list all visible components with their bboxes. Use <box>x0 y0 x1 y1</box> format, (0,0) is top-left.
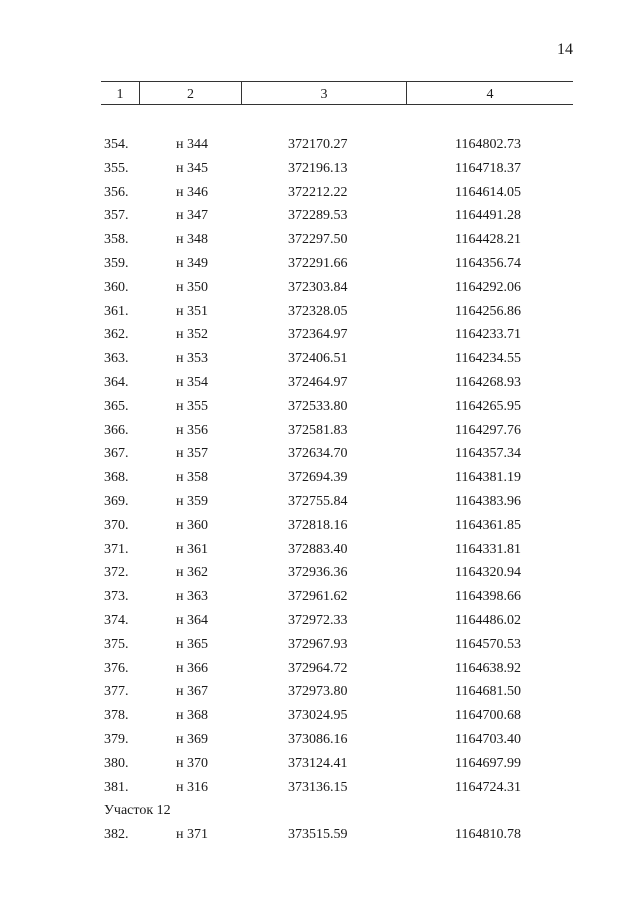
table-row <box>0 776 639 800</box>
coord-x: 373124.41 <box>288 755 348 771</box>
table-row <box>0 561 639 585</box>
coord-y: 1164718.37 <box>455 160 521 176</box>
row-number: 376. <box>104 660 129 676</box>
point-id: н 363 <box>176 589 208 605</box>
table-row <box>0 442 639 466</box>
coord-y: 1164810.78 <box>455 827 521 843</box>
coord-y: 1164398.66 <box>455 589 521 605</box>
coord-x: 372533.80 <box>288 398 348 414</box>
coord-y: 1164320.94 <box>455 565 521 581</box>
coord-x: 372973.80 <box>288 684 348 700</box>
point-id: н 371 <box>176 827 208 843</box>
coord-x: 372328.05 <box>288 303 348 319</box>
point-id: н 370 <box>176 755 208 771</box>
point-id: н 366 <box>176 660 208 676</box>
table-row <box>0 323 639 347</box>
section-heading <box>0 799 639 823</box>
coord-x: 372289.53 <box>288 208 348 224</box>
section-label: Участок 12 <box>104 803 171 819</box>
point-id: н 365 <box>176 636 208 652</box>
coord-y: 1164268.93 <box>455 374 521 390</box>
coord-x: 372634.70 <box>288 446 348 462</box>
point-id: н 362 <box>176 565 208 581</box>
table-row <box>0 371 639 395</box>
coord-x: 372755.84 <box>288 493 348 509</box>
row-number: 368. <box>104 470 129 486</box>
point-id: н 361 <box>176 541 208 557</box>
row-number: 360. <box>104 279 129 295</box>
row-number: 374. <box>104 612 129 628</box>
row-number: 378. <box>104 708 129 724</box>
coord-y: 1164233.71 <box>455 327 521 343</box>
row-number: 355. <box>104 160 129 176</box>
coord-y: 1164724.31 <box>455 779 521 795</box>
coord-x: 372936.36 <box>288 565 348 581</box>
table-row <box>0 752 639 776</box>
row-number: 361. <box>104 303 129 319</box>
row-number: 367. <box>104 446 129 462</box>
page-number: 14 <box>557 41 573 58</box>
coord-x: 372297.50 <box>288 232 348 248</box>
table-row <box>0 133 639 157</box>
point-id: н 344 <box>176 137 208 152</box>
row-number: 379. <box>104 731 129 747</box>
table-row <box>0 585 639 609</box>
coord-x: 372972.33 <box>288 612 348 628</box>
table-row <box>0 300 639 324</box>
point-id: н 358 <box>176 470 208 486</box>
table-row <box>0 609 639 633</box>
table-row <box>0 228 639 252</box>
table-row <box>0 181 639 205</box>
point-id: н 345 <box>176 160 208 176</box>
coord-y: 1164614.05 <box>455 184 521 200</box>
table-row <box>0 728 639 752</box>
row-number: 366. <box>104 422 129 438</box>
row-number: 357. <box>104 208 129 224</box>
table-row <box>0 490 639 514</box>
point-id: н 364 <box>176 612 208 628</box>
coord-x: 372883.40 <box>288 541 348 557</box>
coord-x: 373024.95 <box>288 708 348 724</box>
table-row <box>0 157 639 181</box>
row-number: 372. <box>104 565 129 581</box>
coord-x: 372406.51 <box>288 351 348 367</box>
coord-x: 373086.16 <box>288 731 348 747</box>
coord-y: 1164491.28 <box>455 208 521 224</box>
table-row <box>0 276 639 300</box>
coord-x: 373136.15 <box>288 779 348 795</box>
row-number: 362. <box>104 327 129 343</box>
row-number: 377. <box>104 684 129 700</box>
point-id: н 355 <box>176 398 208 414</box>
table-row <box>0 466 639 490</box>
coord-x: 372694.39 <box>288 470 348 486</box>
coord-x: 372212.22 <box>288 184 348 200</box>
column-header-2: 2 <box>139 82 241 104</box>
row-number: 370. <box>104 517 129 533</box>
point-id: н 349 <box>176 255 208 271</box>
coord-y: 1164703.40 <box>455 731 521 747</box>
table-row <box>0 657 639 681</box>
row-number: 375. <box>104 636 129 652</box>
coord-x: 372818.16 <box>288 517 348 533</box>
coord-y: 1164570.53 <box>455 636 521 652</box>
table-row <box>0 204 639 228</box>
point-id: н 352 <box>176 327 208 343</box>
table-header <box>101 81 573 105</box>
point-id: н 357 <box>176 446 208 462</box>
coord-x: 372961.62 <box>288 589 348 605</box>
coordinates-table-body <box>0 133 639 847</box>
point-id: н 346 <box>176 184 208 200</box>
point-id: н 347 <box>176 208 208 224</box>
row-number: 365. <box>104 398 129 414</box>
table-row <box>0 538 639 562</box>
coord-y: 1164802.73 <box>455 137 521 152</box>
coord-x: 372364.97 <box>288 327 348 343</box>
coord-y: 1164428.21 <box>455 232 521 248</box>
coord-x: 373515.59 <box>288 827 348 843</box>
point-id: н 348 <box>176 232 208 248</box>
coord-x: 372964.72 <box>288 660 348 676</box>
coord-x: 372303.84 <box>288 279 348 295</box>
coord-x: 372170.27 <box>288 137 348 152</box>
row-number: 358. <box>104 232 129 248</box>
row-number: 356. <box>104 184 129 200</box>
row-number: 381. <box>104 779 129 795</box>
coord-y: 1164700.68 <box>455 708 521 724</box>
coord-y: 1164681.50 <box>455 684 521 700</box>
table-row <box>0 823 639 847</box>
coord-x: 372967.93 <box>288 636 348 652</box>
column-header-3: 3 <box>241 82 406 104</box>
row-number: 363. <box>104 351 129 367</box>
point-id: н 353 <box>176 351 208 367</box>
coord-y: 1164638.92 <box>455 660 521 676</box>
point-id: н 316 <box>176 779 208 795</box>
coord-y: 1164331.81 <box>455 541 521 557</box>
point-id: н 367 <box>176 684 208 700</box>
point-id: н 351 <box>176 303 208 319</box>
coord-y: 1164297.76 <box>455 422 521 438</box>
coord-y: 1164697.99 <box>455 755 521 771</box>
row-number: 373. <box>104 589 129 605</box>
coord-y: 1164234.55 <box>455 351 521 367</box>
point-id: н 350 <box>176 279 208 295</box>
coord-y: 1164383.96 <box>455 493 521 509</box>
coord-y: 1164265.95 <box>455 398 521 414</box>
row-number: 369. <box>104 493 129 509</box>
row-number: 382. <box>104 827 129 843</box>
coord-y: 1164361.85 <box>455 517 521 533</box>
table-row <box>0 252 639 276</box>
table-row <box>0 680 639 704</box>
row-number: 364. <box>104 374 129 390</box>
coord-x: 372196.13 <box>288 160 348 176</box>
point-id: н 356 <box>176 422 208 438</box>
coord-y: 1164256.86 <box>455 303 521 319</box>
coord-y: 1164486.02 <box>455 612 521 628</box>
coord-x: 372291.66 <box>288 255 348 271</box>
table-row <box>0 419 639 443</box>
coord-y: 1164292.06 <box>455 279 521 295</box>
row-number: 354. <box>104 137 129 152</box>
point-id: н 354 <box>176 374 208 390</box>
coord-y: 1164381.19 <box>455 470 521 486</box>
row-number: 371. <box>104 541 129 557</box>
point-id: н 368 <box>176 708 208 724</box>
point-id: н 360 <box>176 517 208 533</box>
table-row <box>0 395 639 419</box>
table-row <box>0 704 639 728</box>
coord-x: 372464.97 <box>288 374 348 390</box>
row-number: 380. <box>104 755 129 771</box>
coord-y: 1164356.74 <box>455 255 521 271</box>
column-header-1: 1 <box>116 87 124 102</box>
point-id: н 369 <box>176 731 208 747</box>
table-row <box>0 514 639 538</box>
table-row <box>0 347 639 371</box>
table-row <box>0 633 639 657</box>
coord-y: 1164357.34 <box>455 446 521 462</box>
point-id: н 359 <box>176 493 208 509</box>
column-header-4: 4 <box>406 82 573 104</box>
row-number: 359. <box>104 255 129 271</box>
coord-x: 372581.83 <box>288 422 348 438</box>
